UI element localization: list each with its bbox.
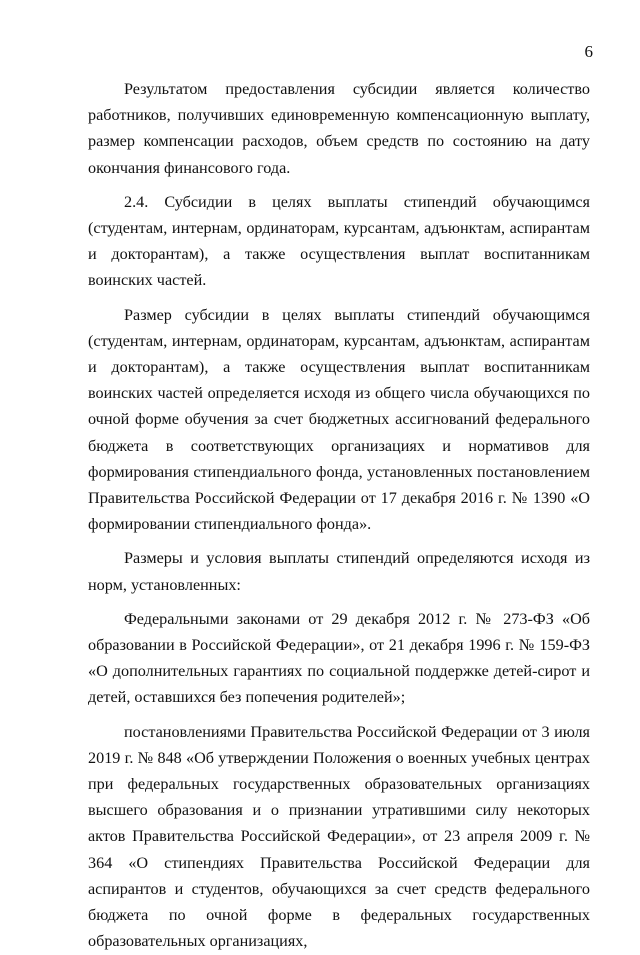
paragraph-government-resolutions: постановлениями Правительства Российской Федерации от 3 июля 2019 г. № 848 «Об утверждении Положения о военных учебных центрах при федеральных государственных образовательных организациях высшего образования и о признании утратившими силу некоторых актов Правительства Российской Федерации», от 23 апреля 2009 г. № 364 «О стипендиях Правительства Российской Федерации для аспирантов и студентов, обучающихся за счет средств федерального бюджета по очной форме в федеральных государственных образовательных организациях, xyxy=(88,722,590,951)
page-number: 6 xyxy=(584,42,593,61)
paragraph-subsidy-result: Результатом предоставления субсидии является количество работников, получивших единовременную компенсационную выплату, размер компенсации расходов, объем средств по состоянию на дату окончания финансового года. xyxy=(88,80,590,177)
paragraph-subsidy-size: Размер субсидии в целях выплаты стипендий обучающимся (студентам, интернам, ординаторам, курсантам, адъюнктам, аспирантам и докторантам), а также осуществления выплат воспитанникам воинских частей определяется исходя из общего числа обучающихся по очной форме обучения за счет бюджетных ассигнований федерального бюджета в соответствующих организациях и нормативов для формирования стипендиального фонда, установленных постановлением Правительства Российской Федерации от 17 декабря 2016 г. № 1390 «О формировании стипендиального фонда». xyxy=(88,305,590,534)
paragraph-federal-laws: Федеральными законами от 29 декабря 2012 г. № 273-ФЗ «Об образовании в Российской Федерации», от 21 декабря 1996 г. № 159-ФЗ «О дополнительных гарантиях по социальной поддержке детей-сирот и детей, оставшихся без попечения родителей»; xyxy=(88,609,590,707)
paragraph-stipend-conditions: Размеры и условия выплаты стипендий определяются исходя из норм, установленных: xyxy=(88,549,590,594)
document-body xyxy=(88,76,590,955)
paragraph-section-2-4: 2.4. Субсидии в целях выплаты стипендий обучающимся (студентам, интернам, ординаторам, курсантам, адъюнктам, аспирантам и докторантам), а также осуществления выплат воспитанникам воинских частей. xyxy=(88,192,590,290)
